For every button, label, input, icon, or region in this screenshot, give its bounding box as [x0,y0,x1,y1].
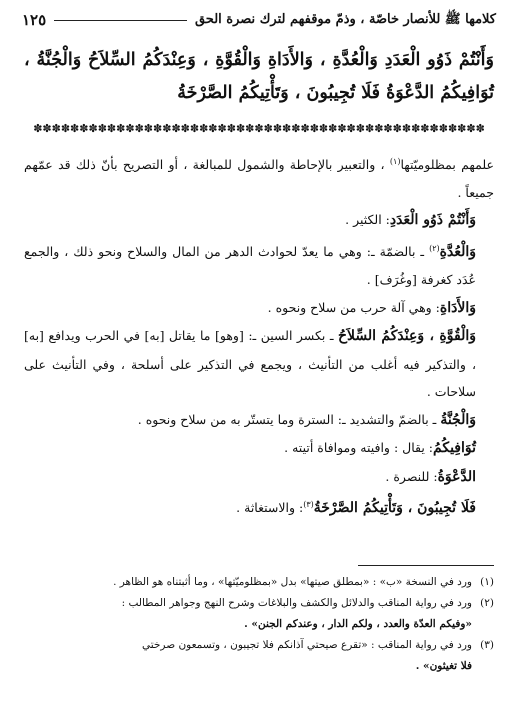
footnote-number: (٢) [480,597,494,609]
page-header [22,8,496,32]
entry-term: تُوَافِيكُمُ [433,440,476,457]
footnote-rule [358,565,494,566]
running-title: كلامها ﷺ للأنصار خاصّة ، وذمّ موقفهم لترك نصرة الحق [194,11,496,27]
footnote-number: (٣) [480,639,494,651]
footnote: (١)ورد في النسخة «ب» : «بمطلق صيتها» بدل «بمظلوميّتها» ، وما أثبتناه هو الظاهر . [24,572,494,593]
commentary-body [24,148,494,523]
entry-term: وَأَنْتُمْ ذَوُو الْعَدَدِ [389,212,476,229]
commentary-paragraph: علمهم بمظلوميّتها$^{(١)}$ ، والتعبير بالإحاطة والشمول للمبالغة ، أو التصريح بأنّ ذلك قد عمّهم جميعاً . [24,157,495,200]
star-separator: ✽✽✽✽✽✽✽✽✽✽✽✽✽✽✽✽✽✽✽✽✽✽✽✽✽✽✽✽✽✽✽✽✽✽✽✽✽✽✽✽✽✽✽✽✽✽✽✽✽ [33,122,485,135]
entry-term: فَلَا تُجِيبُونَ ، وَتَأْتِيكُمُ الصَّرْخَةُ [313,500,476,517]
commentary-entry: الدَّعْوَةُ: للنصرة . [385,468,476,485]
footnote-continuation: «وفيكم العدّة والعدد ، ولكم الدار ، وعندكم الجنن» . [244,618,472,630]
footnote: (٣)ورد في رواية المناقب : «تقرع صيحتي آذانكم فلا تجيبون ، وتسمعون صرختي [24,635,494,656]
quoted-verse: وَأَنْتُمْ ذَوُو الْعَدَدِ وَالْعُدَّةِ ، وَالأَدَاةِ وَالْقُوَّةِ ، وَعِنْدَكُمُ السِّلاَحُ وَالْجُنَّةُ ، تُوَافِيكُمُ الدَّعْوَةُ فَلَا تُجِيبُونَ ، وَتَأْتِيكُمُ الصَّرْخَةُ [24,50,494,103]
commentary-entry: وَأَنْتُمْ ذَوُو الْعَدَدِ: الكثير . [345,212,476,229]
commentary-entry: وَالْعُدَّةِ$^{(٢)}$ ـ بالضمّة ـ: وهي ما يعدّ لحوادث الدهر من المال والسلاح ونحو ذلك ، والجمع عُدَد كغرفة [وغُرَف] . [24,243,476,288]
header-rule [54,20,187,21]
commentary-entry: وَالْقُوَّةِ ، وَعِنْدَكُمُ السِّلاَحُ ـ بكسر السين ـ: [وهو] ما يقاتل [به] في الحرب ويدافع [به] ، والتذكير فيه أغلب من التأنيث ، ويجمع في التذكير على أسلحة ، وفي التأنيث على سلاحات . [24,328,476,400]
footnotes [24,572,494,677]
entry-term: وَالْجُنَّةُ [440,411,476,428]
entry-term: الدَّعْوَةُ [437,468,476,485]
footnote-continuation: فلا تغيثون» . [415,660,472,672]
footnote: (٢)ورد في رواية المناقب والدلائل والكشف والبلاغات وشرح النهج وجواهر المطالب : [24,593,494,614]
commentary-entry: فَلَا تُجِيبُونَ ، وَتَأْتِيكُمُ الصَّرْخَةُ$^{(٣)}$: والاستغاثة . [236,500,476,517]
entry-term: وَالْعُدَّةِ [439,243,476,260]
footnote-number: (١) [480,576,494,588]
commentary-entry: تُوَافِيكُمُ: يقال : وافيته وموافاة أتيته . [284,440,476,457]
commentary-entry: وَالْجُنَّةُ ـ بالضمّ والتشديد ـ: السترة وما يتستّر به من سلاح ونحوه . [137,411,476,428]
entry-term: وَالأَدَاةِ [439,299,476,316]
entry-term: وَالْقُوَّةِ ، وَعِنْدَكُمُ السِّلاَحُ [338,328,476,345]
commentary-entry: وَالأَدَاةِ: وهي آلة حرب من سلاح ونحوه . [267,299,476,316]
page-number: ١٢٥ [22,11,47,29]
